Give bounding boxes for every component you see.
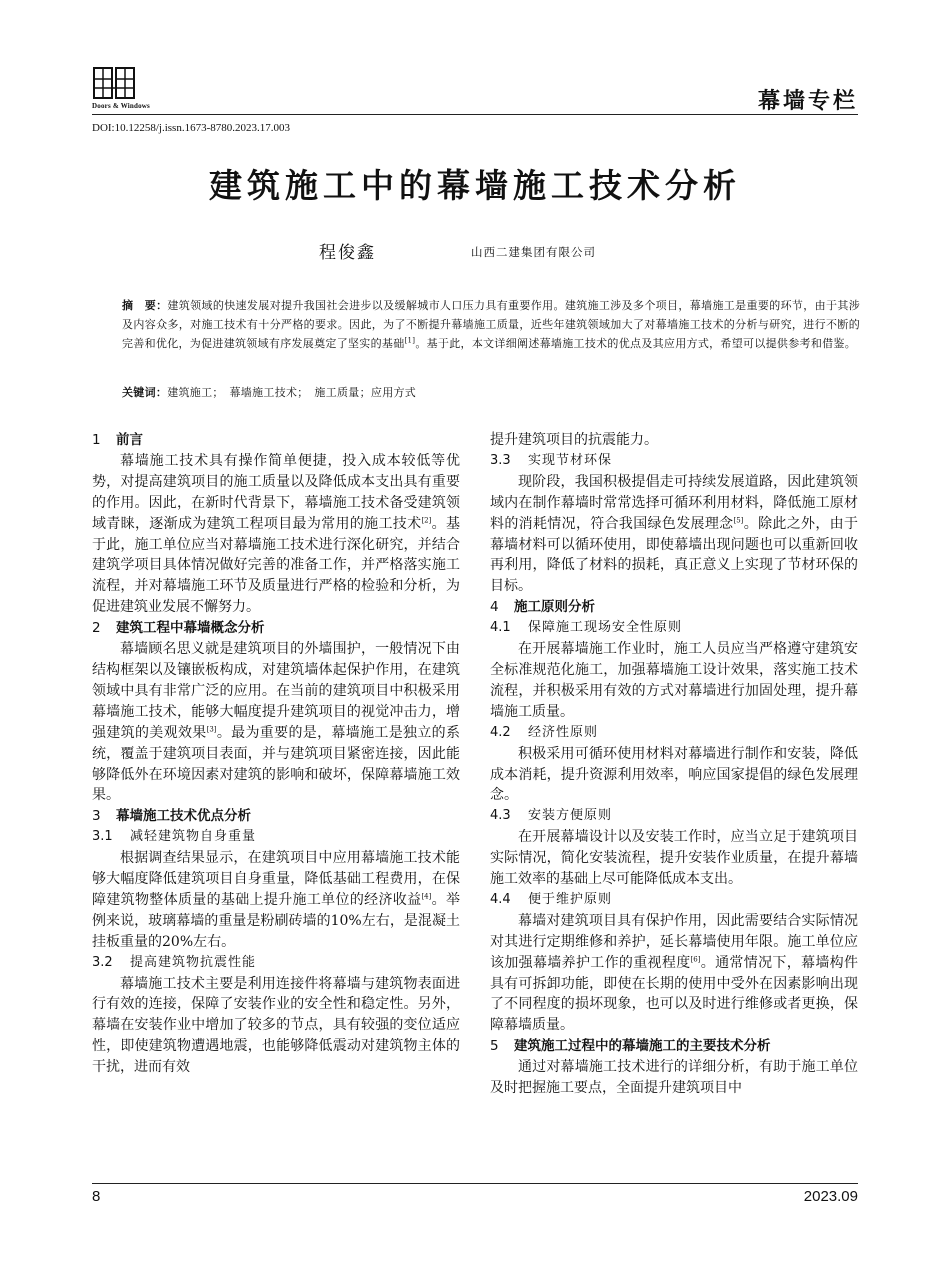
doi: DOI:10.12258/j.issn.1673-8780.2023.17.003	[92, 122, 290, 134]
paragraph-continued: 提升建筑项目的抗震能力。	[490, 432, 658, 448]
subsection-heading: 3.1 减轻建筑物自身重量	[92, 829, 257, 845]
section-heading: 2 建筑工程中幕墙概念分析	[92, 620, 265, 637]
citation: [1]	[404, 336, 416, 345]
abstract-label: 摘 要：	[122, 299, 168, 312]
paragraph: 根据调查结果显示，在建筑项目中应用幕墙施工技术能够大幅度降低建筑项目自身重量，降低基础工程费用，在保障建筑物整体质量的基础上提升施工单位的经济收益[4]。举例来说，玻璃幕墙的重量是粉刷砖墙的10%左右，是混凝土挂板重量的20%左右。	[92, 850, 461, 950]
subsection-heading: 4.3 安装方便原则	[490, 808, 613, 824]
paragraph: 在开展幕墙设计以及安装工作时，应当立足于建筑项目实际情况，简化安装流程，提升安装作业质量，在提升幕墙施工效率的基础上尽可能降低成本支出。	[490, 829, 858, 888]
keywords-label: 关键词：	[122, 386, 168, 399]
section-heading: 1 前言	[92, 432, 143, 448]
subsection-heading: 4.1 保障施工现场安全性原则	[490, 620, 683, 636]
keywords-text: 建筑施工； 幕墙施工技术； 施工质量；应用方式	[167, 386, 417, 399]
citation: [5]	[733, 515, 744, 524]
abstract-text-cont: 。基于此，本文详细阐述幕墙施工技术的优点及其应用方式，希望可以提供参考和借鉴。	[415, 337, 857, 350]
keywords	[122, 383, 860, 402]
subsection-heading: 4.4 便于维护原则	[490, 891, 613, 907]
affiliation: 山西二建集团有限公司	[471, 245, 596, 259]
subsection-heading: 3.3 实现节材环保	[490, 452, 613, 468]
right-column	[490, 430, 858, 1099]
footer-rule	[92, 1183, 858, 1184]
citation: [2]	[421, 515, 432, 524]
section-heading: 4 施工原则分析	[490, 599, 595, 616]
citation: [4]	[421, 892, 432, 901]
section-heading: 5 建筑施工过程中的幕墙施工的主要技术分析	[490, 1038, 771, 1055]
issue-date: 2023.09	[803, 1188, 858, 1205]
citation: [3]	[206, 725, 217, 734]
header-rule	[92, 114, 858, 115]
paragraph: 在开展幕墙施工作业时，施工人员应当严格遵守建筑安全标准规范化施工，加强幕墙施工设计效果，落实施工技术流程，并积极采用有效的方式对幕墙进行加固处理，提升幕墙施工质量。	[490, 641, 858, 720]
paragraph: 现阶段，我国积极提倡走可持续发展道路，因此建筑领域内在制作幕墙时常常选择可循环利用材料，降低施工原材料的消耗情况，符合我国绿色发展理念[5]。除此之外，由于幕墙材料可以循环使用，即使幕墙出现问题也可以重新回收再利用，降低了材料的损耗，真正意义上实现了节材环保的目标。	[490, 473, 859, 595]
left-column	[92, 430, 460, 1078]
citation: [6]	[690, 955, 701, 963]
subsection-heading: 3.2 提高建筑物抗震性能	[92, 954, 257, 970]
subsection-heading: 4.2 经济性原则	[490, 724, 599, 740]
journal-logo	[92, 66, 172, 110]
abstract	[122, 296, 860, 353]
paragraph: 幕墙施工技术主要是利用连接件将幕墙与建筑物表面进行有效的连接，保障了安装作业的安全性和稳定性。另外，幕墙在安装作业中增加了较多的节点，具有较强的变位适应性，即使建筑物遭遇地震，也能够降低震动对建筑物主体的干扰，进而有效	[92, 975, 460, 1076]
paragraph: 幕墙顾名思义就是建筑项目的外墙围护，一般情况下由结构框架以及镶嵌板构成，对建筑墙体起保护作用，在建筑领域中具有非常广泛的应用。在当前的建筑项目中积极采用幕墙施工技术，能够大幅度提升建筑项目的视觉冲击力，增强建筑的美观效果[3]。最为重要的是，幕墙施工是独立的系统，覆盖于建筑项目表面，并与建筑项目紧密连接，因此能够降低外在环境因素对建筑的影响和破坏，保障幕墙施工效果。	[92, 641, 461, 804]
article-title: 建筑施工中的幕墙施工技术分析	[209, 166, 741, 205]
section-heading: 3 幕墙施工技术优点分析	[92, 808, 251, 825]
door-window-icon	[92, 66, 136, 100]
paragraph: 通过对幕墙施工技术进行的详细分析，有助于施工单位及时把握施工要点，全面提升建筑项目中	[490, 1059, 858, 1097]
paragraph: 积极采用可循环使用材料对幕墙进行制作和安装，降低成本消耗，提升资源利用效率，响应国家提倡的绿色发展理念。	[490, 745, 858, 804]
logo-text: Doors & Windows	[92, 102, 150, 110]
section-tag: 幕墙专栏	[757, 88, 858, 114]
paragraph: 幕墙施工技术具有操作简单便捷，投入成本较低等优势，对提高建筑项目的施工质量以及降低成本支出具有重要的作用。因此，在新时代背景下，幕墙施工技术备受建筑领域青睐，逐渐成为建筑工程项目最为常用的施工技术[2]。基于此，施工单位应当对幕墙施工技术进行深化研究，并结合建筑学项目具体情况做好完善的准备工作，并严格落实施工流程，并对幕墙施工环节及质量进行严格的检验和分析，为促进建筑业发展不懈努力。	[92, 452, 461, 616]
paragraph: 幕墙对建筑项目具有保护作用，因此需要结合实际情况对其进行定期维修和养护，延长幕墙使用年限。施工单位应该加强幕墙养护工作的重视程度[6]。通常情况下，幕墙构件具有可拆卸功能，即使在长期的使用中受外在因素影响出现了不同程度的损坏现象，也可以及时进行维修或者更换，保障幕墙质量。	[490, 912, 859, 1034]
page-number: 8	[92, 1188, 101, 1205]
abstract-text: 建筑领域的快速发展对提升我国社会进步以及缓解城市人口压力具有重要作用。建筑施工涉及多个项目，幕墙施工是重要的环节，由于其涉及内容众多，对施工技术有十分严格的要求。因此，为了不断提升幕墙施工质量，近些年建筑领域加大了对幕墙施工技术的分析与研究，进行不断的完善和优化，为促进建筑领域有序发展奠定了坚实的基础	[122, 299, 860, 350]
author: 程俊鑫	[319, 243, 376, 263]
